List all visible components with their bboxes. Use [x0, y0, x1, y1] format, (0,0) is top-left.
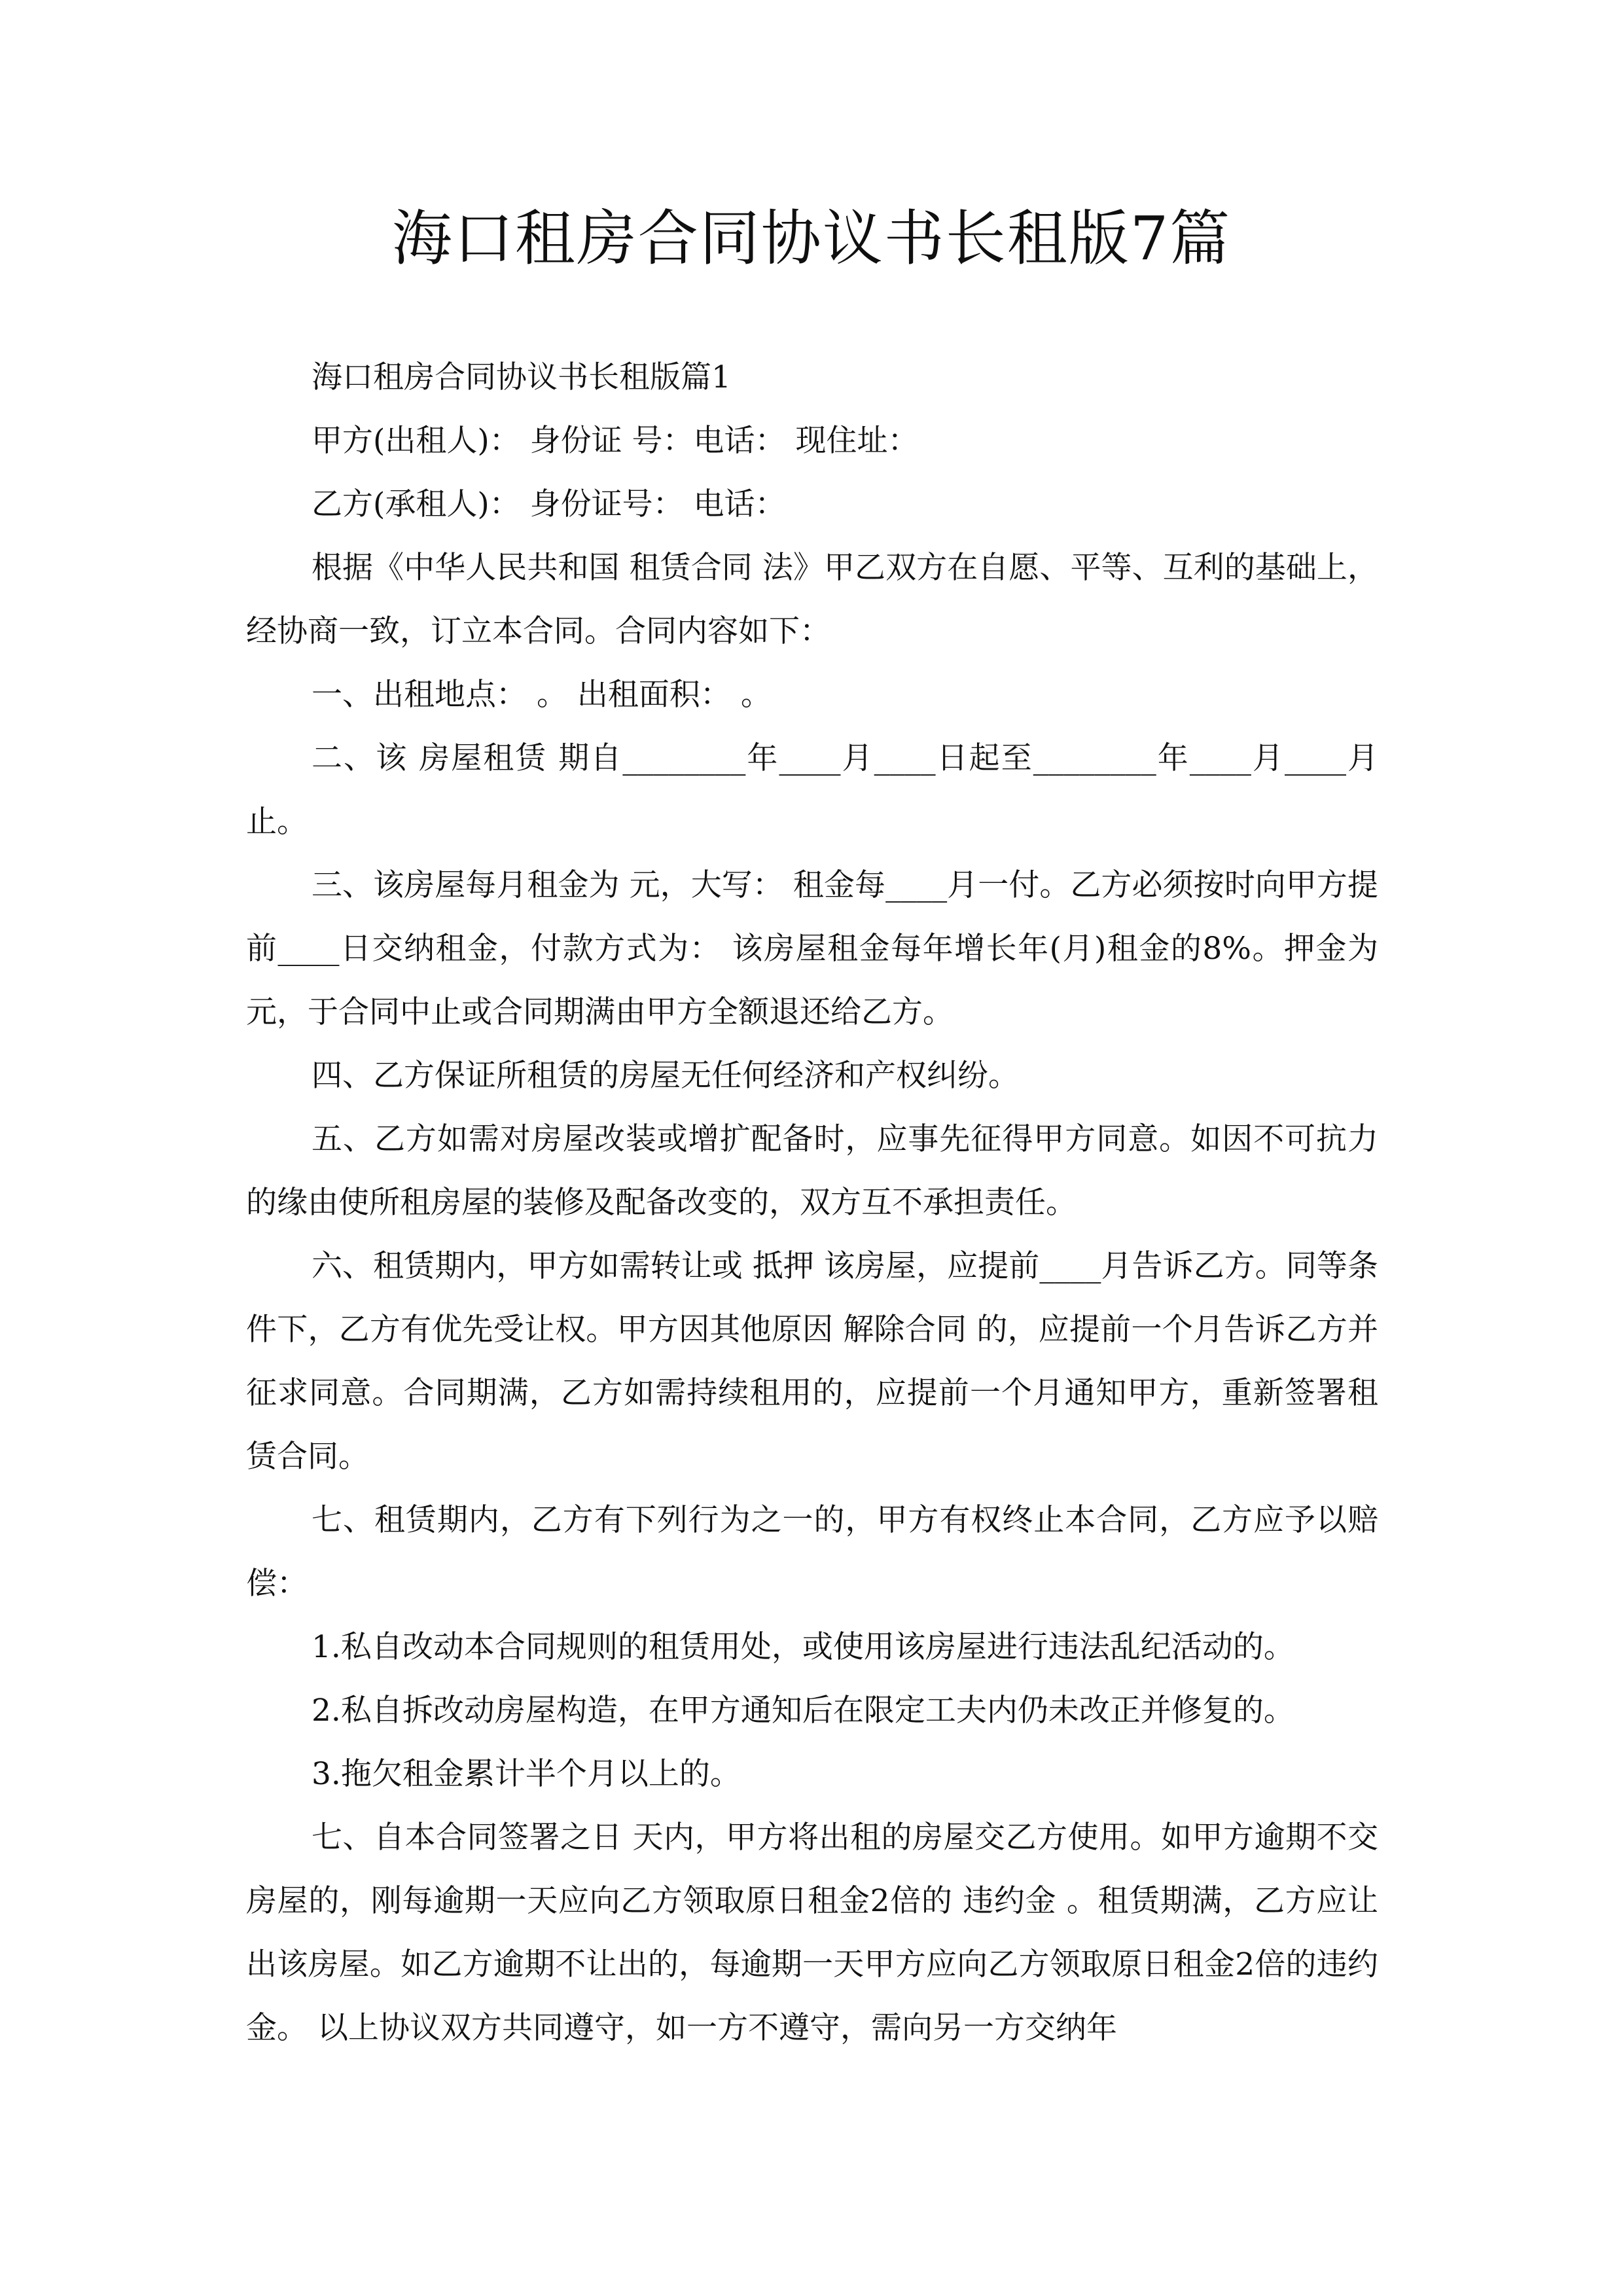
preamble-paragraph: 根据《中华人民共和国 租赁合同 法》甲乙双方在自愿、平等、互利的基础上，经协商一致，订立本合同。合同内容如下：: [246, 550, 1378, 649]
clause-1: 一、出租地点： 。 出租面积： 。: [312, 677, 772, 713]
list-item: 3.拖欠租金累计半个月以上的。: [312, 1756, 741, 1792]
clause-4: 四、乙方保证所租赁的房屋无任何经济和产权纠纷。: [312, 1058, 1019, 1094]
list-item: 1.私自改动本合同规则的租赁用处，或使用该房屋进行违法乱纪活动的。: [312, 1629, 1294, 1665]
section-heading: 海口租房合同协议书长租版篇1: [312, 359, 731, 395]
party-a-line: 甲方(出租人)： 身份证 号：电话： 现住址：: [312, 423, 919, 459]
clause-7: 七、租赁期内，乙方有下列行为之一的，甲方有权终止本合同，乙方应予以赔偿：: [246, 1502, 1378, 1602]
clause-3: 三、该房屋每月租金为 元，大写： 租金每____月一付。乙方必须按时向甲方提前____日交纳租金，付款方式为： 该房屋租金每年增长年(月)租金的8%。押金为 元，于合同中止或合同期满由甲方全额退还给乙方。: [246, 867, 1378, 1030]
document-title: 海口租房合同协议书长租版7篇: [391, 204, 1232, 274]
clause-5: 五、乙方如需对房屋改装或增扩配备时，应事先征得甲方同意。如因不可抗力的缘由使所租房屋的装修及配备改变的，双方互不承担责任。: [246, 1121, 1378, 1221]
clause-7-delivery: 七、自本合同签署之日 天内，甲方将出租的房屋交乙方使用。如甲方逾期不交房屋的，刚每逾期一天应向乙方领取原日租金2倍的 违约金 。租赁期满，乙方应让出该房屋。如乙方逾期不让出的，每逾期一天甲方应向乙方领取原日租金2倍的违约金。 以上协议双方共同遵守，如一方不遵守，需向另一方交纳年: [246, 1820, 1378, 2046]
clause-6: 六、租赁期内，甲方如需转让或 抵押 该房屋，应提前____月告诉乙方。同等条件下，乙方有优先受让权。甲方因其他原因 解除合同 的，应提前一个月告诉乙方并征求同意。合同期满，乙方如需持续租用的，应提前一个月通知甲方，重新签署租赁合同。: [246, 1248, 1378, 1475]
clause-2: 二、该 房屋租赁 期自________年____月____日起至________年____月____月止。: [246, 740, 1378, 840]
party-b-line: 乙方(承租人)： 身份证号： 电话：: [312, 486, 786, 522]
document-body: [246, 346, 1378, 2060]
list-item: 2.私自拆改动房屋构造，在甲方通知后在限定工夫内仍未改正并修复的。: [312, 1693, 1294, 1729]
